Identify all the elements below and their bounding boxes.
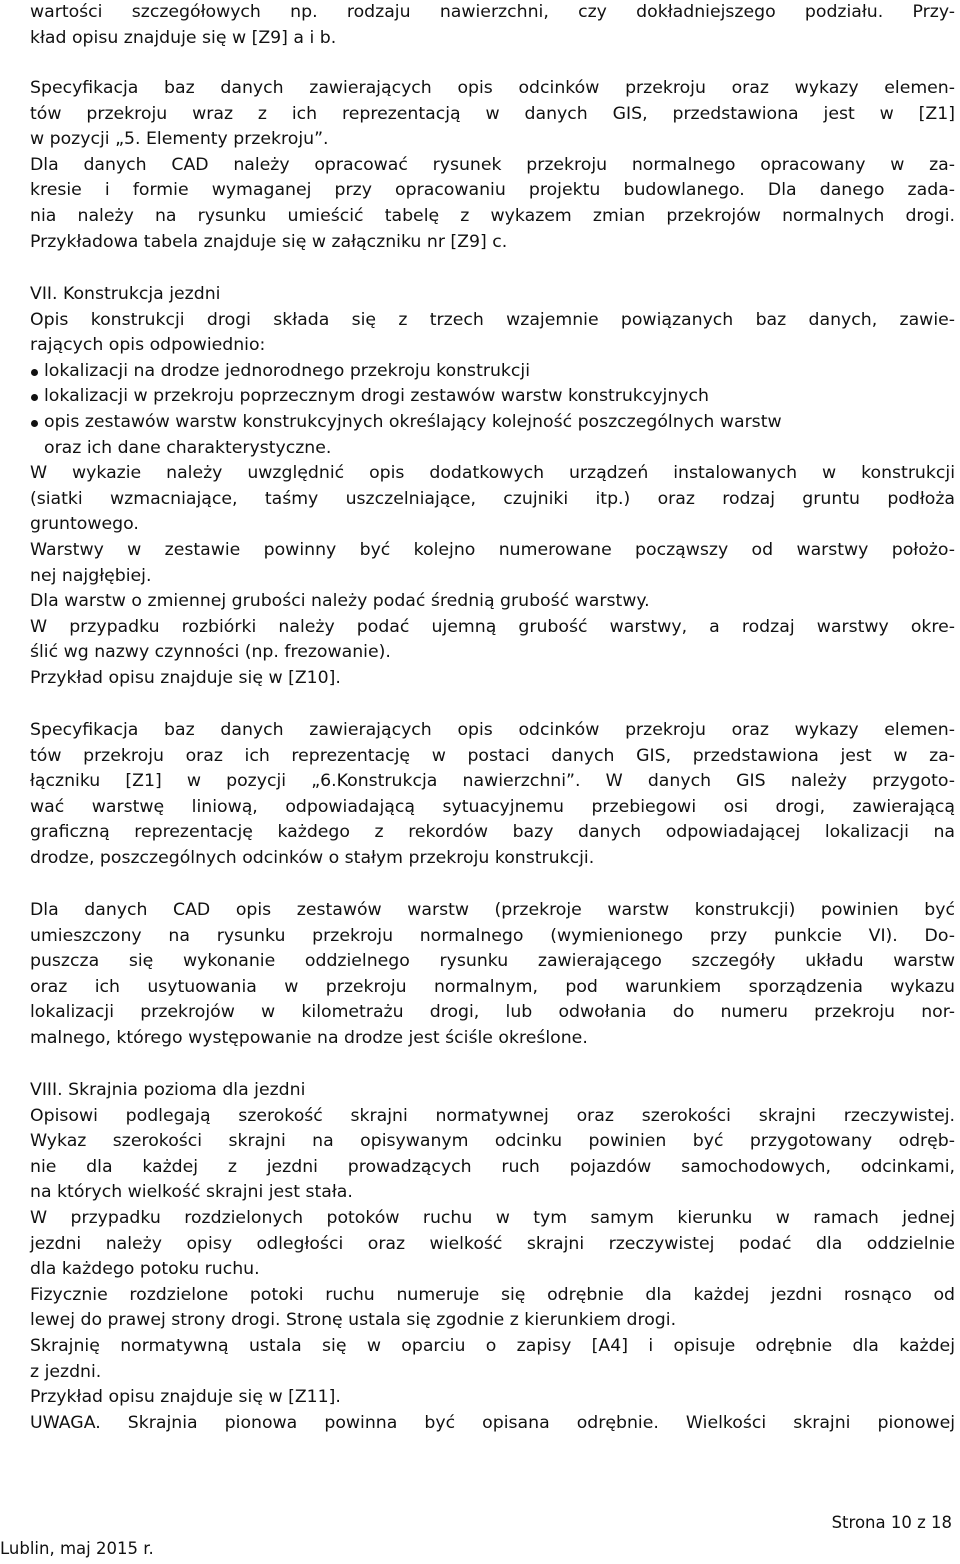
text-line: Przykład opisu znajduje się w [Z10]. <box>30 667 341 688</box>
text-line: lewej do prawej strony drogi. Stronę ustala się zgodnie z kierunkiem drogi. <box>30 1310 677 1331</box>
text-line: Specyfikacja baz danych zawierających opis odcinków przekroju oraz wykazy elemen- <box>30 720 955 740</box>
text-line: Dla warstw o zmiennej grubości należy podać średnią grubość warstwy. <box>30 591 650 612</box>
text-line: Skrajnię normatywną ustala się w oparciu o zapisy [A4] i opisuje odrębnie dla każdej <box>30 1335 955 1356</box>
bullet-list <box>30 359 955 436</box>
paragraph-cad-spec <box>30 898 955 1052</box>
text-line: puszcza się wykonanie oddzielnego rysunku zawierającego szczegóły układu warstw <box>30 951 955 972</box>
text-line: graficzną reprezentację każdego z rekordów bazy danych odpowiadającej lokalizacji na <box>30 822 955 843</box>
section-heading: VIII. Skrajnia pozioma dla jezdni <box>30 1080 306 1100</box>
paragraph-section-body <box>30 461 955 691</box>
paragraph-gis-spec <box>30 718 955 872</box>
text-line: ślić wg nazwy czynności (np. frezowanie). <box>30 642 391 663</box>
page-number: Strona 10 z 18 <box>831 1513 952 1532</box>
text-line: Opisowi podlegają szerokość skrajni normatywnej oraz szerokości skrajni rzeczywistej. <box>30 1105 955 1126</box>
text-line: kład opisu znajduje się w [Z9] a i b. <box>30 27 337 48</box>
text-line: nia należy na rysunku umieścić tabelę z wykazem zmian przekrojów normalnych drogi. <box>30 205 955 226</box>
text-line: rających opis odpowiednio: <box>30 335 266 356</box>
text-line: Wykaz szerokości skrajni na opisywanym odcinku powinien być przygotowany odręb- <box>30 1131 955 1152</box>
text-line: oraz ich usytuowania w przekroju normalnym, pod warunkiem sporządzenia wykazu <box>30 976 955 997</box>
text-line: Dla danych CAD należy opracować rysunek przekroju normalnego opracowany w za- <box>30 154 955 175</box>
text-line: Warstwy w zestawie powinny być kolejno numerowane począwszy od warstwy położo- <box>30 539 955 560</box>
text-line: Dla danych CAD opis zestawów warstw (przekroje warstw konstrukcji) powinien być <box>30 900 955 920</box>
text-line: Przykład opisu znajduje się w [Z11]. <box>30 1387 341 1408</box>
paragraph-intro <box>30 0 955 51</box>
section-vii <box>30 282 955 692</box>
text-line: drodze, poszczególnych odcinków o stałym przekroju konstrukcji. <box>30 847 595 868</box>
text-line: z jezdni. <box>30 1361 102 1382</box>
text-line: jezdni należy opisy odległości oraz wielkość skrajni rzeczywistej podać dla oddzielnie <box>30 1233 955 1254</box>
text-line: Opis konstrukcji drogi składa się z trzech wzajemnie powiązanych baz danych, zawie- <box>30 309 955 330</box>
list-item: lokalizacji na drodze jednorodnego przekroju konstrukcji <box>30 359 955 385</box>
text-line: Fizycznie rozdzielone potoki ruchu numeruje się odrębnie dla każdej jezdni rosnąco od <box>30 1284 955 1305</box>
text-line: Przykładowa tabela znajduje się w załączniku nr [Z9] c. <box>30 231 508 252</box>
text-line: wać warstwę liniową, odpowiadającą sytuacyjnemu przebiegowi osi drogi, zawierającą <box>30 796 955 817</box>
paragraph-section-body <box>30 1104 955 1437</box>
text-line: nie dla każdej z jezdni prowadzących ruch pojazdów samochodowych, odcinkami, <box>30 1156 955 1177</box>
text-line: dla każdego potoku ruchu. <box>30 1259 260 1280</box>
text-line: oraz ich dane charakterystyczne. <box>44 437 332 458</box>
text-line: w pozycji „5. Elementy przekroju”. <box>30 129 329 150</box>
text-line: tów przekroju wraz z ich reprezentacją w danych GIS, przedstawiona jest w [Z1] <box>30 103 955 124</box>
text-line: lokalizacji przekrojów w kilometrażu drogi, lub odwołania do numeru przekroju nor- <box>30 1002 955 1023</box>
text-line: (siatki wzmacniające, taśmy uszczelniające, czujniki itp.) oraz rodzaj gruntu podłoża <box>30 488 955 509</box>
list-item-text: opis zestawów warstw konstrukcyjnych określający kolejność poszczególnych warstw <box>44 411 782 432</box>
paragraph-section-intro <box>30 308 955 359</box>
section-heading: VII. Konstrukcja jezdni <box>30 284 221 304</box>
paragraph-cross-section <box>30 76 955 255</box>
list-item <box>30 410 955 436</box>
bullet-continuation <box>30 436 955 462</box>
text-line: tów przekroju oraz ich reprezentację w postaci danych GIS, przedstawiona jest w za- <box>30 745 955 766</box>
text-line: W przypadku rozbiórki należy podać ujemną grubość warstwy, a rodzaj warstwy okre- <box>30 616 955 637</box>
text-line: kresie i formie wymaganej przy opracowaniu projektu budowlanego. Dla danego zada- <box>30 180 955 201</box>
text-line: łączniku [Z1] w pozycji „6.Konstrukcja nawierzchni”. W danych GIS należy przygoto- <box>30 771 955 792</box>
text-line: W przypadku rozdzielonych potoków ruchu w tym samym kierunku w ramach jednej <box>30 1207 955 1228</box>
document-date: Lublin, maj 2015 r. <box>0 1539 154 1558</box>
text-line: nej najgłębiej. <box>30 565 152 586</box>
text-line: gruntowego. <box>30 514 139 535</box>
list-item: lokalizacji w przekroju poprzecznym drogi zestawów warstw konstrukcyjnych <box>30 384 955 410</box>
text-line: malnego, którego występowanie na drodze jest ściśle określone. <box>30 1027 588 1048</box>
text-line: W wykazie należy uwzględnić opis dodatkowych urządzeń instalowanych w konstrukcji <box>30 463 955 484</box>
text-line: UWAGA. Skrajnia pionowa powinna być opisana odrębnie. Wielkości skrajni pionowej <box>30 1412 955 1433</box>
text-line: Specyfikacja baz danych zawierających opis odcinków przekroju oraz wykazy elemen- <box>30 78 955 98</box>
text-line: umieszczony na rysunku przekroju normalnego (wymienionego przy punkcie VI). Do- <box>30 925 955 946</box>
text-line: wartości szczegółowych np. rodzaju nawierzchni, czy dokładniejszego podziału. Przy- <box>30 2 955 22</box>
text-line: na których wielkość skrajni jest stała. <box>30 1182 353 1203</box>
section-viii <box>30 1078 955 1436</box>
